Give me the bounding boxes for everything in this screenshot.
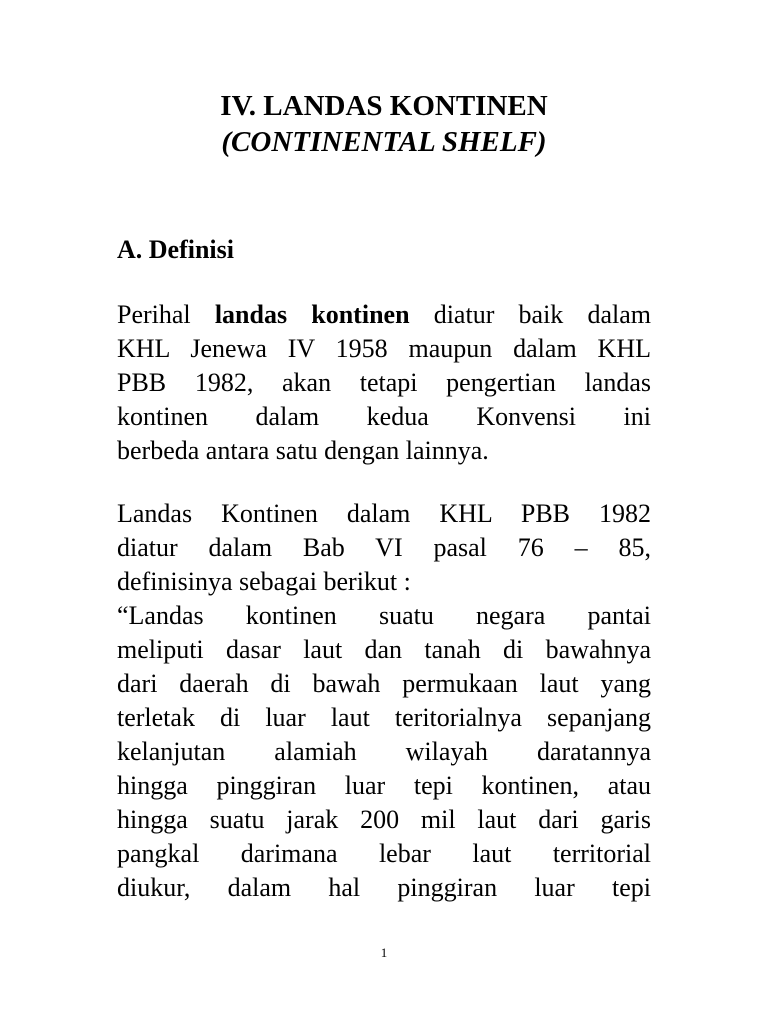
paragraph-2-line-6: dari daerah di bawah permukaan laut yang — [117, 669, 651, 698]
paragraph-1-line-2: KHL Jenewa IV 1958 maupun dalam KHL — [117, 334, 651, 363]
paragraph-2-line-1: Landas Kontinen dalam KHL PBB 1982 — [117, 499, 651, 528]
document-title: IV. LANDAS KONTINEN — [220, 90, 548, 122]
paragraph-2-line-10: hingga suatu jarak 200 mil laut dari garis — [117, 805, 651, 834]
bold-term: landas kontinen — [214, 300, 410, 329]
paragraph-2-line-12: diukur, dalam hal pinggiran luar tepi — [117, 873, 651, 902]
paragraph-2-line-3: definisinya sebagai berikut : — [117, 567, 411, 596]
paragraph-1-line-1 — [117, 298, 651, 332]
section-heading: A. Definisi — [117, 235, 234, 264]
paragraph-1-line-3: PBB 1982, akan tetapi pengertian landas — [117, 368, 651, 397]
paragraph-2-line-5: meliputi dasar laut dan tanah di bawahnya — [117, 635, 651, 664]
paragraph-2-line-2: diatur dalam Bab VI pasal 76 – 85, — [117, 533, 651, 562]
paragraph-2-line-11: pangkal darimana lebar laut territorial — [117, 839, 651, 868]
paragraph-2-line-8: kelanjutan alamiah wilayah daratannya — [117, 737, 651, 766]
paragraph-1-intro: Perihal — [117, 300, 215, 329]
paragraph-2-line-9: hingga pinggiran luar tepi kontinen, atau — [117, 771, 651, 800]
paragraph-1-line-1-rest: diatur baik dalam — [409, 300, 651, 329]
paragraph-2 — [117, 497, 651, 905]
paragraph-1-line-5: berbeda antara satu dengan lainnya. — [117, 436, 489, 465]
paragraph-2-line-7: terletak di luar laut teritorialnya sepanjang — [117, 703, 651, 732]
paragraph-1 — [117, 298, 651, 468]
document-subtitle: (CONTINENTAL SHELF) — [221, 126, 547, 158]
paragraph-2-line-4: “Landas kontinen suatu negara pantai — [117, 601, 651, 630]
page-number: 1 — [380, 945, 388, 960]
paragraph-1-line-4: kontinen dalam kedua Konvensi ini — [117, 402, 651, 431]
